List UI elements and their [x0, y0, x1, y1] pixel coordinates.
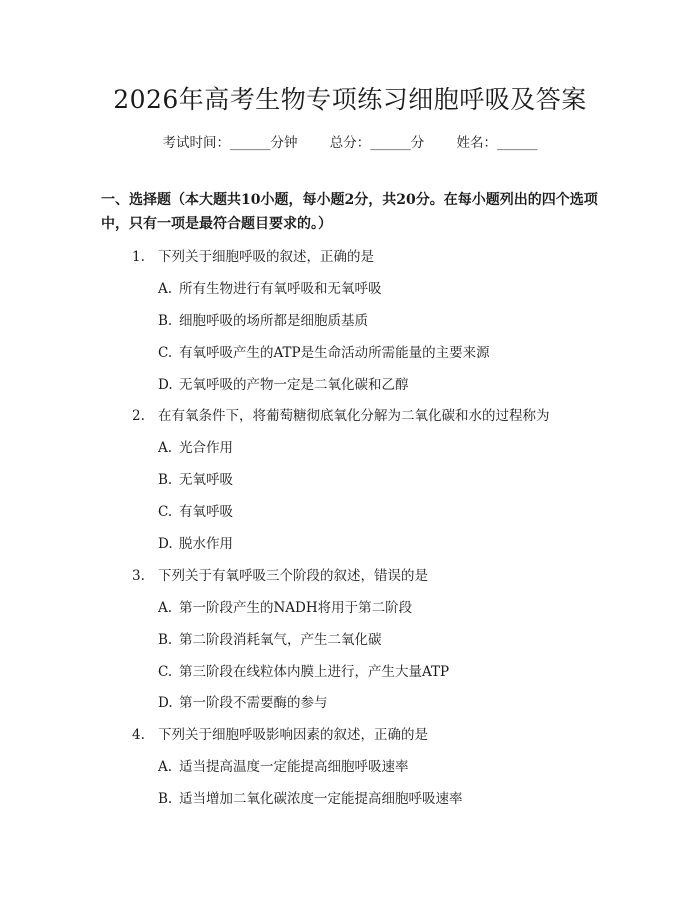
option-text: 脱水作用 — [179, 536, 233, 552]
question-3-option-c — [158, 660, 449, 680]
option-text: 适当提高温度一定能提高细胞呼吸速率 — [179, 759, 409, 775]
question-2-option-b — [158, 468, 233, 488]
question-2-option-c — [158, 500, 233, 520]
option-text: 细胞呼吸的场所都是细胞质基质 — [179, 313, 368, 329]
question-text: 下列关于细胞呼吸影响因素的叙述，正确的是 — [158, 727, 428, 743]
question-text: 在有氧条件下，将葡萄糖彻底氧化分解为二氧化碳和水的过程称为 — [158, 408, 550, 424]
option-label: D. — [158, 695, 173, 711]
question-3 — [132, 564, 428, 584]
question-1-option-d — [158, 373, 409, 393]
question-3-option-a — [158, 596, 412, 616]
option-label: D. — [158, 536, 173, 552]
question-text: 下列关于细胞呼吸的叙述，正确的是 — [158, 249, 374, 265]
exam-time-field: 考试时间：______分钟 — [162, 135, 298, 151]
question-2-option-d — [158, 532, 233, 552]
option-label: D. — [158, 377, 173, 393]
option-label: A. — [158, 440, 173, 456]
question-1 — [132, 245, 374, 265]
total-score-field: 总分：______分 — [329, 135, 425, 151]
option-label: B. — [158, 313, 173, 329]
exam-info-row — [0, 131, 700, 151]
page-title: 2026年高考生物专项练习细胞呼吸及答案 — [113, 85, 587, 114]
option-label: B. — [158, 472, 173, 488]
option-label: C. — [158, 504, 173, 520]
option-text: 所有生物进行有氧呼吸和无氧呼吸 — [179, 281, 382, 297]
question-1-option-a — [158, 277, 382, 297]
option-text: 第一阶段不需要酶的参与 — [179, 695, 328, 711]
question-2-option-a — [158, 436, 233, 456]
question-2 — [132, 404, 550, 424]
question-text: 下列关于有氧呼吸三个阶段的叙述，错误的是 — [158, 568, 428, 584]
option-text: 第三阶段在线粒体内膜上进行，产生大量ATP — [179, 664, 450, 680]
question-1-option-c — [158, 341, 490, 361]
option-label: B. — [158, 632, 173, 648]
question-number: 3. — [132, 568, 145, 584]
option-text: 无氧呼吸 — [179, 472, 233, 488]
option-text: 无氧呼吸的产物一定是二氧化碳和乙醇 — [179, 377, 409, 393]
question-number: 2. — [132, 408, 145, 424]
question-number: 4. — [132, 727, 145, 743]
option-label: A. — [158, 600, 173, 616]
option-label: C. — [158, 345, 173, 361]
option-label: B. — [158, 791, 173, 807]
option-text: 第二阶段消耗氧气，产生二氧化碳 — [179, 632, 382, 648]
option-text: 有氧呼吸产生的ATP是生命活动所需能量的主要来源 — [179, 345, 490, 361]
question-3-option-b — [158, 628, 382, 648]
option-text: 有氧呼吸 — [179, 504, 233, 520]
question-4-option-a — [158, 755, 409, 775]
question-3-option-d — [158, 691, 328, 711]
question-1-option-b — [158, 309, 368, 329]
option-label: A. — [158, 759, 173, 775]
option-text: 第一阶段产生的NADH将用于第二阶段 — [179, 600, 413, 616]
option-text: 光合作用 — [179, 440, 233, 456]
option-text: 适当增加二氧化碳浓度一定能提高细胞呼吸速率 — [179, 791, 463, 807]
question-4 — [132, 723, 428, 743]
student-name-field: 姓名：______ — [456, 135, 538, 151]
question-4-option-b — [158, 787, 463, 807]
section-heading: 一、选择题（本大题共10小题，每小题2分，共20分。在每小题列出的四个选项中，只有一项是最符合题目要求的。） — [101, 192, 598, 232]
question-number: 1. — [132, 249, 145, 265]
option-label: A. — [158, 281, 173, 297]
option-label: C. — [158, 664, 173, 680]
